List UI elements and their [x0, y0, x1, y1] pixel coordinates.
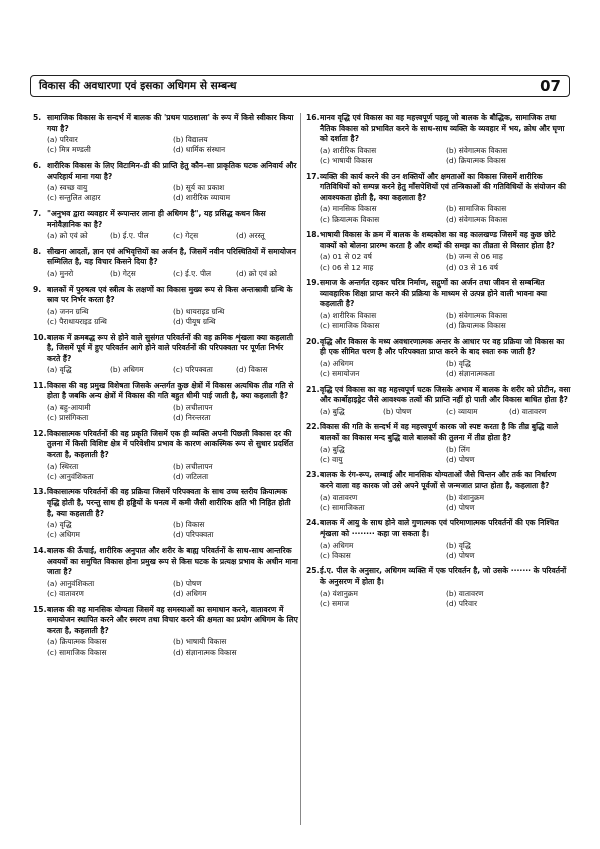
answer-option: (d) शारीरिक व्यायाम [173, 193, 230, 203]
answer-option: (d) संज्ञानात्मकता [446, 369, 495, 379]
question-number: 9. [33, 284, 42, 294]
question-number: 7. [33, 208, 42, 218]
answer-option: (b) वृद्धि [446, 540, 471, 550]
question-text: विकासात्मक परिवर्तनों की वह प्रकृति जिसमें एक ही व्यक्ति अपनी पिछली विकास दर की तुलना में किसी विशिष्ट क्षेत्र में परिवेशीय प्रभाव के कारण आकस्मिक रूप से सुधार प्रदर्शित करता है, कहलाती है? [47, 428, 294, 460]
answer-option: (b) गेट्स [110, 268, 136, 278]
answer-option: (b) संवेगात्मक विकास [446, 310, 508, 320]
question-number: 5. [33, 113, 42, 122]
answer-option: (c) सामाजिक विकास [320, 321, 380, 331]
question-item [33, 113, 299, 156]
question-line [306, 422, 572, 443]
answer-option: (a) बुद्धि [320, 444, 345, 454]
question-text: भाषायी विकास के क्रम में बालक के शब्दकोश का वह कालखण्ड जिसमें वह कुछ छोटे वाक्यों को बोलना प्रारम्भ करता है और शब्दों की समझ का तीव्रता से विस्तार होता है? [320, 230, 556, 250]
answer-option: (b) विकास [173, 520, 205, 530]
right-column [306, 113, 572, 614]
answer-option: (d) निरन्तरता [173, 413, 211, 423]
answer-option: (b) लचीलापन [173, 461, 213, 471]
question-item [306, 113, 572, 166]
answer-options [306, 589, 572, 609]
answer-option: (a) मुनरो [47, 268, 74, 278]
question-line [33, 285, 299, 306]
answer-option: (c) 06 से 12 माह [320, 262, 374, 272]
question-line [306, 385, 572, 406]
question-item [306, 422, 572, 465]
answer-option: (b) वंशानुक्रम [446, 492, 485, 502]
answer-option: (d) क्रियात्मक विकास [446, 155, 506, 165]
question-line [33, 209, 299, 230]
question-line [33, 429, 299, 461]
question-text: शारीरिक विकास के लिए विटामिन–डी की प्राप्ति हेतु कौन–सा प्राकृतिक घटक अनिवार्य और अपरिहार्य माना गया है? [47, 160, 297, 181]
answer-option: (c) समाज [320, 598, 349, 608]
question-item [306, 337, 572, 380]
question-text: विकास की गति के सन्दर्भ में वह महत्त्वपूर्ण कारक जो स्पष्ट करता है कि तीव्र बुद्धि वाले बालकों का विकास मन्द बुद्धि वाले बालकों की तुलना में तीव्र होता है? [320, 422, 559, 443]
question-number: 11. [33, 380, 47, 390]
question-text: बालक के रंग-रूप, लम्बाई और मानसिक योग्यताओं जैसे चिन्तन और तर्क का निर्धारण करने वाला वह कारक जो उसे अपने पूर्वजों से जन्मजात प्राप्त होता है, कहलाता है? [320, 470, 557, 491]
question-number: 15. [33, 604, 47, 614]
answer-option: (c) वातावरण [47, 589, 84, 599]
question-line [306, 337, 572, 358]
question-item [33, 209, 299, 241]
question-text: विकास की वह प्रमुख विशेषता जिसके अन्तर्गत कुछ क्षेत्रों में विकास अत्यधिक तीव्र गति से होता है जबकि अन्य क्षेत्रों में विकास की गति बहुत धीमी पाई जाती है, क्या कहलाती है? [47, 380, 294, 401]
answer-options [306, 204, 572, 224]
answer-option: (b) पोषण [383, 406, 412, 416]
answer-option: (a) क्रो एवं क्रो [47, 231, 88, 241]
answer-option: (c) भाषायी विकास [320, 155, 373, 165]
question-number: 14. [33, 546, 47, 556]
question-item [33, 285, 299, 328]
answer-option: (c) विकास [320, 550, 351, 560]
question-item [33, 333, 299, 376]
answer-options [306, 541, 572, 561]
question-line [306, 470, 572, 491]
answer-options [33, 520, 299, 540]
answer-option: (d) पीयूष ग्रन्थि [173, 316, 216, 326]
answer-option: (d) पोषण [446, 502, 475, 512]
column-divider [300, 113, 301, 825]
question-line [306, 113, 572, 145]
question-item [33, 247, 299, 279]
answer-option: (a) बुद्धि [320, 406, 345, 416]
question-line [33, 247, 299, 268]
answer-option: (c) व्यायाम [446, 406, 478, 416]
question-text: बालक की ऊँचाई, शारीरिक अनुपात और शरीर के बाह्य परिवर्तनों के साथ-साथ आन्तरिक अवयवों का समुचित विकास होना प्रमुख रूप से किस घटक के प्रत्यक्ष प्रभाव के अधीन माना जाता है? [47, 546, 298, 577]
answer-option: (c) अधिगम [47, 530, 80, 540]
question-item [33, 161, 299, 204]
answer-option: (d) अरस्तू [236, 231, 265, 241]
question-item [306, 278, 572, 331]
answer-option: (c) ई.ए. पील [173, 268, 212, 278]
answer-option: (a) जनन ग्रन्थि [47, 306, 89, 316]
answer-option: (b) लचीलापन [173, 403, 213, 413]
answer-option: (a) अधिगम [320, 358, 354, 368]
answer-option: (b) लिंग [446, 444, 470, 454]
answer-option: (d) क्रियात्मक विकास [446, 321, 506, 331]
answer-option: (b) सामाजिक विकास [446, 204, 507, 214]
answer-option: (d) परिपक्वता [173, 530, 214, 540]
answer-option: (d) पोषण [446, 550, 475, 560]
answer-options [306, 493, 572, 513]
answer-option: (d) क्रो एवं क्रो [236, 268, 277, 278]
question-item [33, 605, 299, 658]
question-number: 10. [33, 332, 47, 342]
question-line [306, 230, 572, 251]
answer-options [306, 445, 572, 465]
answer-options [33, 637, 299, 657]
answer-option: (a) स्वच्छ वायु [47, 183, 88, 193]
question-text: सामाजिक विकास के सन्दर्भ में बालक की 'प्रथम पाठशाला' के रूप में किसे स्वीकार किया गया है? [47, 113, 294, 133]
answer-option: (a) बहु-आयामी [47, 403, 91, 413]
question-text: व्यक्ति की कार्य करने की उन शक्तियों और क्षमताओं का विकास जिसमें शारीरिक गतिविधियों को सम्पन्न करने हेतु माँसपेशियों एवं तन्त्रिकाओं की गतिविधियों के संयोजन की आवश्यकता होती है, क्या कहलाता है? [320, 171, 566, 202]
answer-option: (a) मानसिक विकास [320, 204, 377, 214]
answer-options [33, 365, 299, 375]
question-number: 24. [306, 518, 320, 528]
answer-option: (b) थायराइड ग्रन्थि [173, 306, 225, 316]
answer-option: (d) पोषण [446, 454, 475, 464]
question-text: सीखना आदतों, ज्ञान एवं अभिवृत्तियों का अर्जन है, जिसमें नवीन परिस्थितियों में समायोजन सम्मिलित है, यह विचार किसने दिया है? [47, 246, 296, 267]
chapter-title: विकास की अवधारणा एवं इसका अधिगम से सम्बन्ध [39, 80, 237, 92]
question-number: 19. [306, 278, 320, 288]
answer-options [33, 231, 299, 241]
answer-option: (d) जटिलता [173, 471, 209, 481]
answer-option: (c) प्रासंगिकता [47, 413, 89, 423]
answer-option: (a) शारीरिक विकास [320, 310, 377, 320]
answer-option: (b) भाषायी विकास [173, 637, 227, 647]
question-item [306, 230, 572, 273]
question-item [306, 470, 572, 513]
question-number: 12. [33, 428, 47, 438]
question-item [33, 381, 299, 424]
answer-option: (d) धार्मिक संस्थान [173, 145, 226, 155]
answer-option: (b) वृद्धि [446, 358, 471, 368]
answer-options [33, 183, 299, 203]
answer-option: (b) ई.ए. पील [110, 231, 149, 241]
answer-option: (a) क्रियात्मक विकास [47, 637, 107, 647]
answer-option: (d) विकास [236, 365, 268, 375]
answer-option: (c) परिपक्वता [173, 365, 213, 375]
question-text: विकासात्मक परिवर्तनों की वह प्रक्रिया जिसमें परिपक्वता के साथ उच्च स्तरीय क्रियात्मक वृद्धि होती है, परन्तु साथ ही हड्डियों के घनत्व में कमी जैसी शारीरिक क्षति भी निहित होती है, क्या कहलाती है? [47, 487, 291, 518]
answer-option: (a) वंशानुक्रम [320, 588, 358, 598]
answer-option: (c) आनुवंशिकता [47, 471, 94, 481]
answer-option: (c) क्रियात्मक विकास [320, 214, 380, 224]
answer-option: (b) संवेगात्मक विकास [446, 145, 508, 155]
question-text: ई.ए. पील के अनुसार, अधिगम व्यक्ति में एक परिवर्तन है, जो उसके ······· के परिवर्तनों के अनुसरण में होता है। [320, 566, 567, 587]
answer-option: (a) आनुवंशिकता [47, 578, 95, 588]
answer-option: (b) पोषण [173, 578, 202, 588]
answer-option: (a) स्थिरता [47, 461, 79, 471]
question-text: वृद्धि एवं विकास का वह महत्त्वपूर्ण घटक जिसके अभाव में बालक के शरीर को प्रोटीन, वसा और कार्बोहाइड्रेट जैसे आवश्यक तत्वों की प्राप्ति नहीं हो पाती और विकास बाधित होता है? [320, 384, 571, 405]
answer-options [33, 403, 299, 423]
answer-option: (c) मित्र मण्डली [47, 145, 91, 155]
answer-option: (c) सामाजिक विकास [47, 647, 107, 657]
answer-options [33, 462, 299, 482]
answer-option: (b) वातावरण [446, 588, 484, 598]
question-text: बालकों में पुरुषत्व एवं स्त्रीत्व के लक्षणों का विकास मुख्य रूप से किस अन्तःस्रावी ग्रन्थि के स्राव पर निर्भर करता है? [47, 284, 293, 305]
answer-option: (c) सन्तुलित आहार [47, 193, 101, 203]
answer-option: (c) गेट्स [173, 231, 199, 241]
answer-options [306, 146, 572, 166]
question-item [306, 172, 572, 225]
answer-options [306, 311, 572, 331]
answer-option: (c) सामाजिकता [320, 502, 365, 512]
answer-option: (a) वातावरण [320, 492, 358, 502]
answer-option: (a) अधिगम [320, 540, 354, 550]
question-item [33, 429, 299, 482]
question-line [33, 381, 299, 402]
question-item [33, 487, 299, 540]
question-line [306, 518, 572, 539]
question-number: 21. [306, 384, 320, 394]
question-number: 25. [306, 566, 320, 576]
question-line [306, 278, 572, 310]
answer-option: (d) अधिगम [173, 589, 207, 599]
answer-options [306, 359, 572, 379]
answer-option: (d) संज्ञानात्मक विकास [173, 647, 237, 657]
question-line [33, 161, 299, 182]
answer-option: (b) अधिगम [110, 365, 144, 375]
answer-option: (c) वायु [320, 454, 343, 464]
question-number: 6. [33, 160, 42, 170]
question-line [306, 566, 572, 587]
question-number: 18. [306, 230, 320, 240]
question-text: "अनुभव द्वारा व्यवहार में रूपान्तर लाना ही अधिगम है", यह प्रसिद्ध कथन किस मनोवैज्ञानिक का है? [47, 208, 266, 229]
question-line [33, 333, 299, 365]
page-number: 07 [540, 77, 561, 95]
question-line [33, 113, 299, 134]
question-line [306, 172, 572, 204]
question-number: 22. [306, 422, 320, 432]
answer-option: (d) 03 से 16 वर्ष [446, 262, 499, 272]
answer-options [33, 135, 299, 155]
question-text: समाज के अन्तर्गत रहकर चरित्र निर्माण, सद्गुणों का अर्जन तथा जीवन से सम्बन्धित व्यावहारिक शिक्षा प्राप्त करने की प्रक्रिया के माध्यम से उत्पन्न होने वाली भावना क्या कहलाती है? [320, 278, 547, 309]
question-item [306, 566, 572, 609]
left-column [33, 113, 299, 663]
answer-option: (a) परिवार [47, 135, 78, 145]
question-item [33, 546, 299, 599]
question-number: 13. [33, 487, 47, 497]
question-line [33, 487, 299, 519]
question-text: वृद्धि और विकास के मध्य अवधारणात्मक अन्तर के आधार पर वह प्रक्रिया जो विकास का ही एक सीमित चरण है और परिपक्वता प्राप्त करने के बाद स्वतः रुक जाती है? [320, 336, 565, 357]
question-line [33, 546, 299, 578]
question-text: बालक में क्रमबद्ध रूप से होने वाले सुसंगत परिवर्तनों की वह क्रमिक शृंखला क्या कहलाती है, जिसमें पूर्व में हुए परिवर्तन आगे होने वाले परिवर्तनों की परिपक्वता पर पूर्णतः निर्भर करते हैं? [47, 332, 294, 363]
question-line [33, 605, 299, 637]
answer-option: (c) समायोजन [320, 369, 360, 379]
answer-option: (b) विद्यालय [173, 135, 208, 145]
question-number: 20. [306, 336, 320, 346]
answer-option: (a) वृद्धि [47, 520, 72, 530]
question-item [306, 518, 572, 561]
answer-option: (c) पैराथायराइड ग्रन्थि [47, 316, 107, 326]
question-item [306, 385, 572, 417]
question-number: 8. [33, 246, 42, 256]
answer-option: (a) वृद्धि [47, 365, 72, 375]
answer-option: (b) सूर्य का प्रकाश [173, 183, 225, 193]
answer-option: (d) परिवार [446, 598, 477, 608]
answer-options [306, 252, 572, 272]
question-text: बालक की वह मानसिक योग्यता जिसमें वह समस्याओं का समाधान करने, वातावरण में समायोजन स्थापित करने और स्मरण तथा विचार करने की क्षमता का प्रयोग अधिगम के लिए करता है, कहलाती है? [47, 604, 298, 635]
answer-option: (b) जन्म से 06 माह [446, 252, 503, 262]
answer-options [33, 307, 299, 327]
question-text: मानव वृद्धि एवं विकास का वह महत्त्वपूर्ण पहलू जो बालक के बौद्धिक, सामाजिक तथा नैतिक विकास को प्रभावित करने के साथ-साथ व्यक्ति के व्यवहार में भय, क्रोध और घृणा को दर्शाता है? [320, 113, 565, 144]
answer-options [33, 579, 299, 599]
answer-option: (d) संवेगात्मक विकास [446, 214, 508, 224]
page-header [30, 75, 570, 97]
answer-option: (d) वातावरण [509, 406, 547, 416]
answer-option: (a) 01 से 02 वर्ष [320, 252, 372, 262]
question-number: 16. [306, 113, 320, 122]
answer-options [33, 269, 299, 279]
question-number: 17. [306, 171, 320, 181]
question-number: 23. [306, 470, 320, 480]
answer-options [306, 407, 572, 417]
question-text: बालक में आयु के साथ होने वाले गुणात्मक एवं परिमाणात्मक परिवर्तनों की एक निश्चित शृंखला को ········ कहा जा सकता है। [320, 518, 559, 539]
answer-option: (a) शारीरिक विकास [320, 145, 377, 155]
